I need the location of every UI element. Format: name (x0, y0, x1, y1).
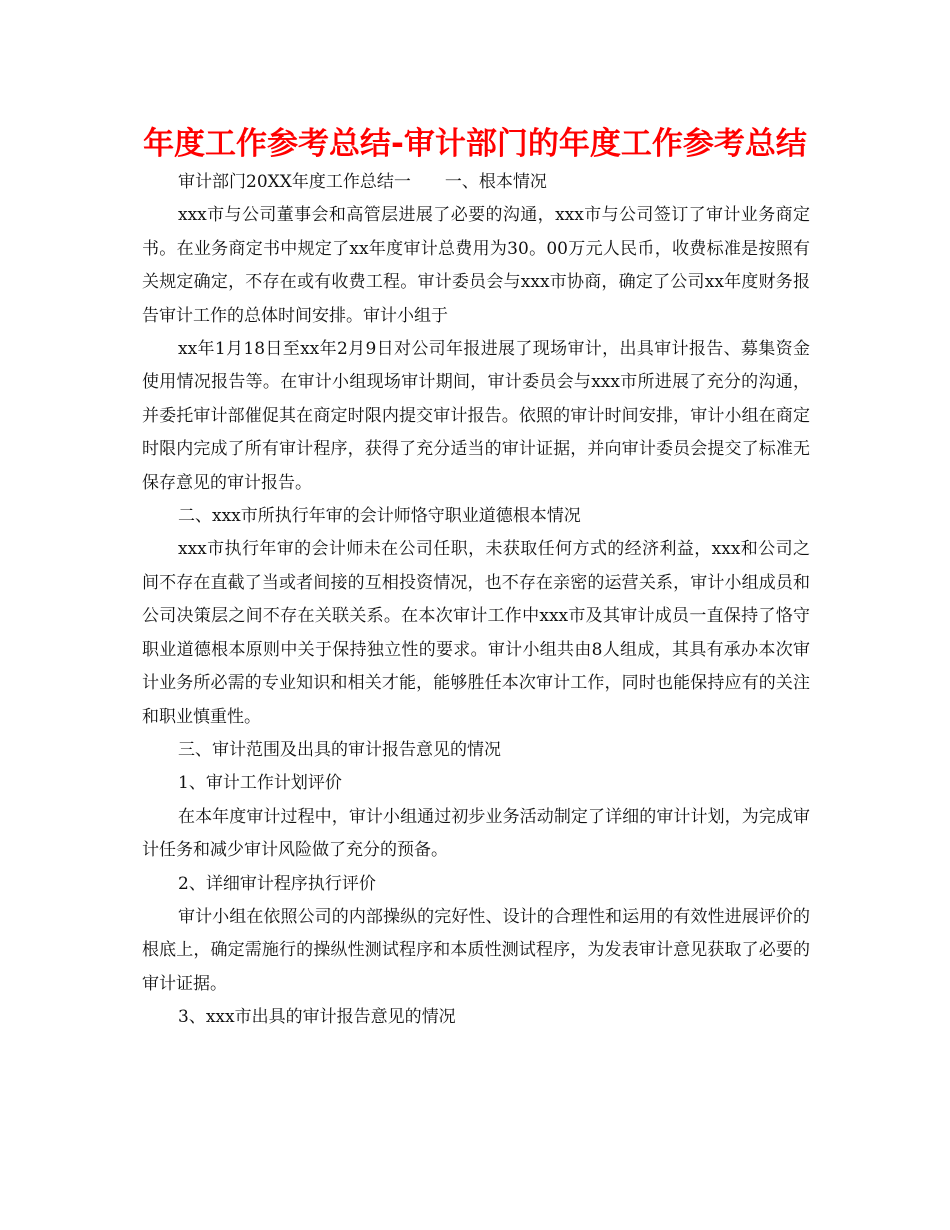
paragraph-engagement: xxx市与公司董事会和高管层进展了必要的沟通，xxx市与公司签订了审计业务商定书。在业务商定书中规定了xx年度审计总费用为30。00万元人民币，收费标准是按照有关规定确定，不存在或有收费工程。审计委员会与xxx市协商，确定了公司xx年度财务报告审计工作的总体时间安排。审计小组于 (142, 205, 810, 326)
subheading-procedure-evaluation: 2、详细审计程序执行评价 (178, 873, 376, 894)
section-heading-ethics: 二、xxx市所执行年审的会计师恪守职业道德根本情况 (178, 506, 581, 527)
paragraph-intro-heading: 审计部门20XX年度工作总结一 一、根本情况 (178, 172, 547, 192)
subheading-report-opinion: 3、xxx市出具的审计报告意见的情况 (178, 1007, 456, 1028)
subheading-plan-evaluation: 1、审计工作计划评价 (178, 773, 342, 794)
paragraph-procedures: 审计小组在依照公司的内部操纵的完好性、设计的合理性和运用的有效性进展评价的根底上，确定需施行的操纵性测试程序和本质性测试程序，为发表审计意见获取了必要的审计证据。 (142, 906, 810, 994)
paragraph-independence: xxx市执行年审的会计师未在公司任职，未获取任何方式的经济利益，xxx和公司之间不存在直截了当或者间接的互相投资情况，也不存在亲密的运营关系，审计小组成员和公司决策层之间不存在关联关系。在本次审计工作中xxx市及其审计成员一直保持了恪守职业道德根本原则中关于保持独立性的要求。审计小组共由8人组成，其具有承办本次审计业务所必需的专业知识和相关才能，能够胜任本次审计工作，同时也能保持应有的关注和职业慎重性。 (142, 539, 810, 727)
document-body (142, 166, 810, 1035)
section-heading-scope: 三、审计范围及出具的审计报告意见的情况 (178, 739, 501, 760)
paragraph-plan: 在本年度审计过程中，审计小组通过初步业务活动制定了详细的审计计划，为完成审计任务和减少审计风险做了充分的预备。 (142, 806, 810, 861)
document-title: 年度工作参考总结-审计部门的年度工作参考总结 (143, 126, 807, 162)
paragraph-fieldwork: xx年1月18日至xx年2月9日对公司年报进展了现场审计，出具审计报告、募集资金使用情况报告等。在审计小组现场审计期间，审计委员会与xxx市所进展了充分的沟通，并委托审计部催促其在商定时限内提交审计报告。依照的审计时间安排，审计小组在商定时限内完成了所有审计程序，获得了充分适当的审计证据，并向审计委员会提交了标准无保存意见的审计报告。 (142, 339, 810, 493)
